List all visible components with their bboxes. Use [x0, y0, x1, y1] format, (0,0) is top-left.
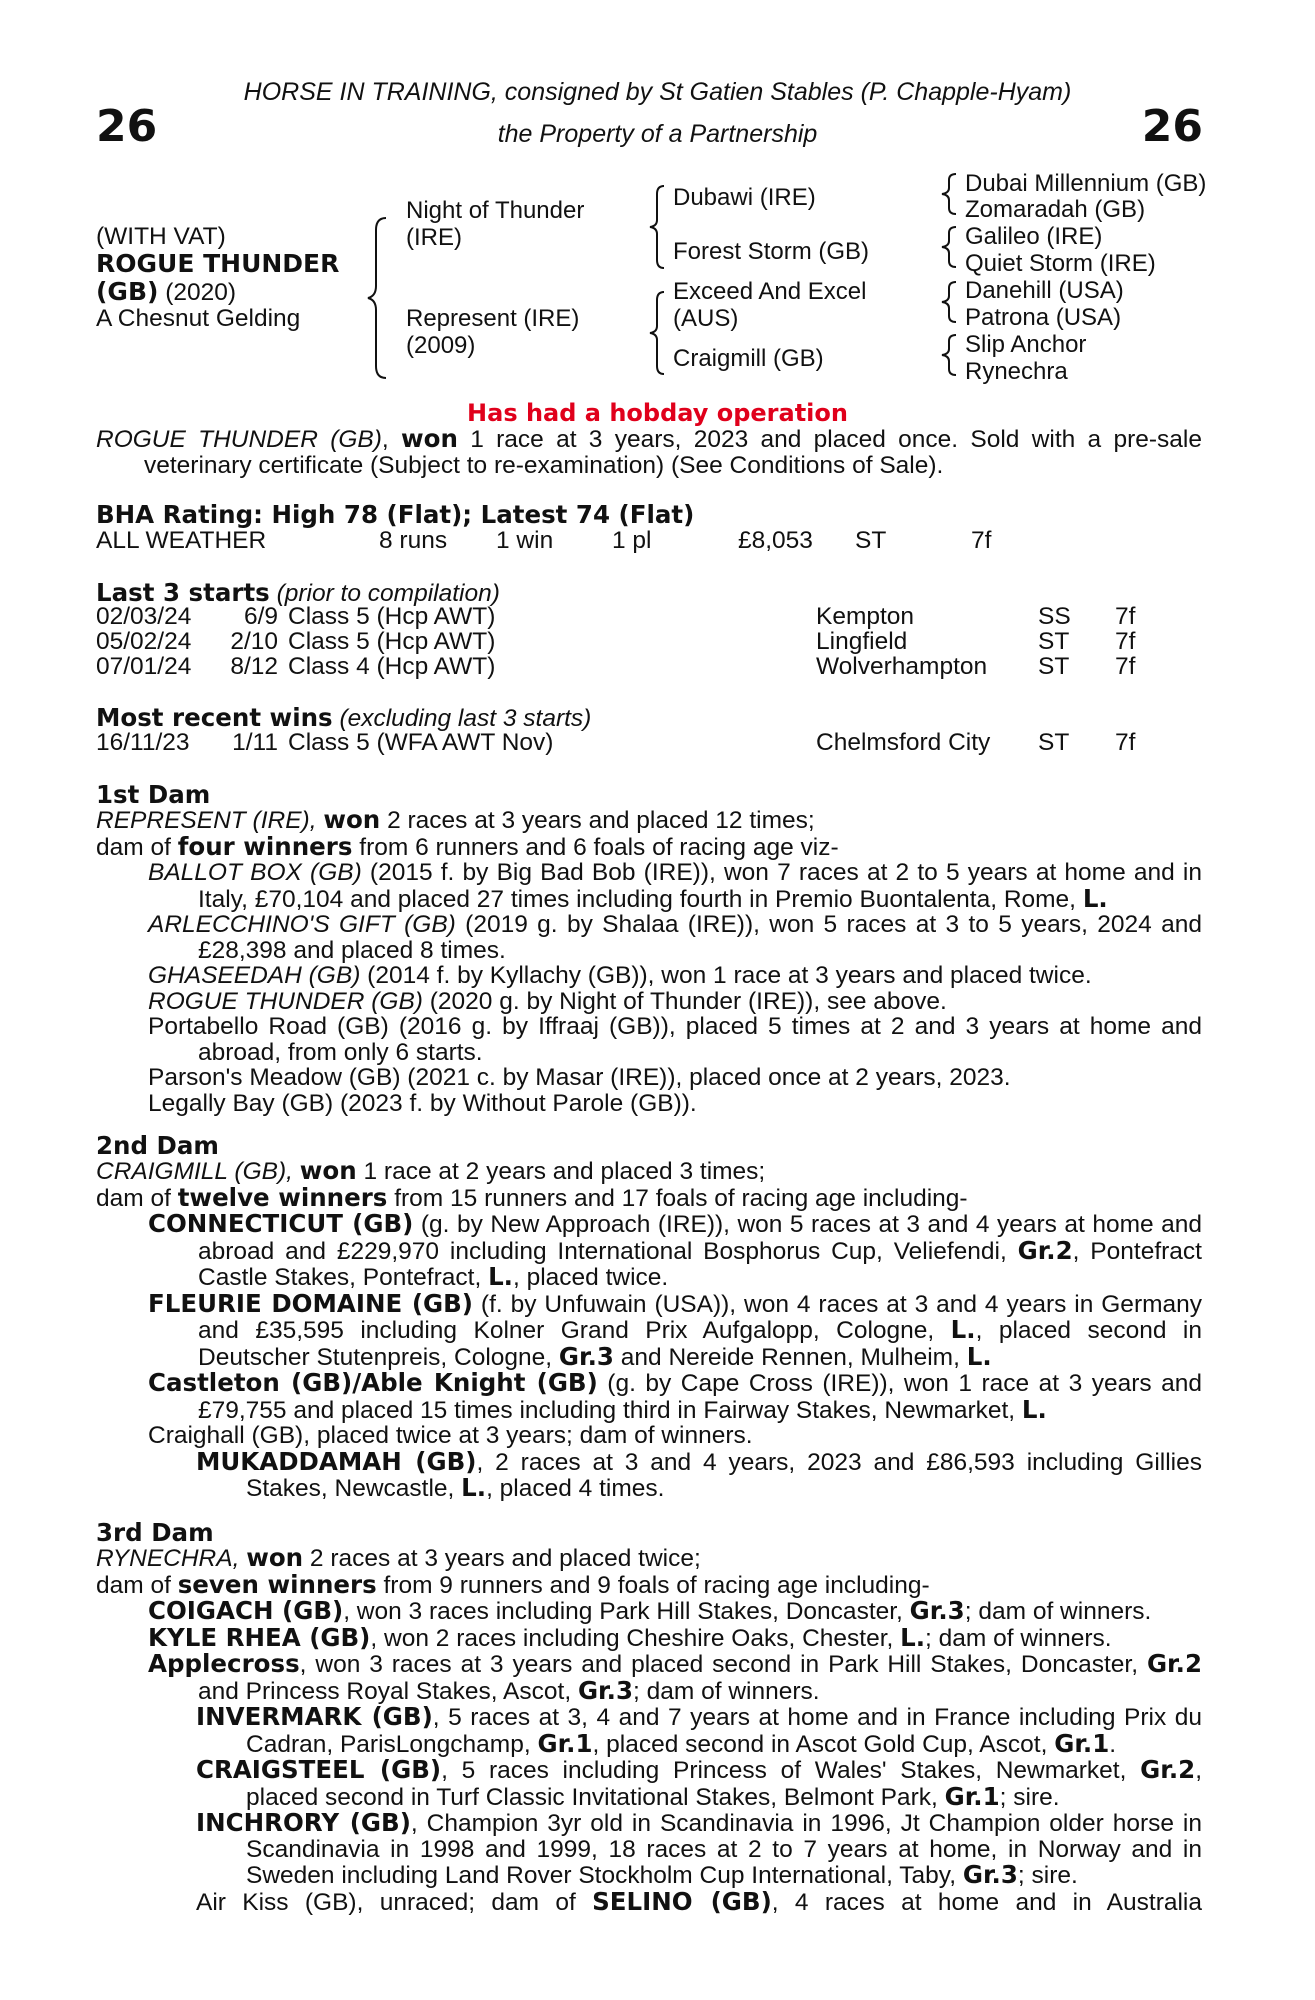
sire-sire: Dubawi (IRE) — [673, 184, 816, 211]
last3-going: SS — [1038, 603, 1071, 630]
sire-dam-dam: Quiet Storm (IRE) — [965, 250, 1156, 277]
dam2-block: CRAIGMILL (GB), won 1 race at 2 years and placed 3 times; dam of twelve winners from 15 runners and 17 foals of racing age including- CONNECTICUT (GB) (g. by New Approach (IRE)), won 5 races at 3 and 4 years at home and abroad and £229,970 including International Bosphorus Cup, Veliefendi, Gr.2, Pontefract Castle Stakes, Pontefract, L., placed twice. FLEURIE DOMAINE (GB) (f. by Unfuwain (USA)), won 4 races at 3 and 4 years in Germany and £35,595 including Kolner Grand Prix Aufgalopp, Cologne, L., placed second in Deutscher Stutenpreis, Cologne, Gr.3 and Nereide Rennen, Mulheim, L. Castleton (GB)/Able Knight (GB) (g. by Cape Cross (IRE)), won 1 race at 3 years and £79,755 and placed 15 times including third in Fairway Stakes, Newmarket, L. Craighall (GB), placed twice at 3 years; dam of winners. MUKADDAMAH (GB), 2 races at 3 and 4 years, 2023 and £86,593 including Gillies Stakes, Newcastle, L., placed 4 times. — [96, 1156, 1203, 1502]
dam2-progeny-1: CONNECTICUT (GB) (g. by New Approach (IRE)), won 5 races at 3 and 4 years at home and abroad and £229,970 including International Bosphorus Cup, Veliefendi, Gr.2, Pontefract Castle Stakes, Pontefract, L., placed twice. — [148, 1209, 1203, 1291]
dam3-progeny-1: COIGACH (GB), won 3 races including Park Hill Stakes, Doncaster, Gr.3; dam of winners. — [148, 1596, 1152, 1625]
dam-sire-country: (AUS) — [673, 305, 739, 332]
last3-date: 02/03/24 — [96, 603, 192, 630]
last3-dist: 7f — [1115, 653, 1136, 680]
dam3-block: RYNECHRA, won 2 races at 3 years and placed twice; dam of seven winners from 9 runners and 9 foals of racing age including- COIGACH (GB), won 3 races including Park Hill Stakes, Doncaster, Gr.3; dam of winners. KYLE RHEA (GB), won 2 races including Cheshire Oaks, Chester, L.; dam of winners. Applecross, won 3 races at 3 years and placed second in Park Hill Stakes, Doncaster, Gr.2 and Princess Royal Stakes, Ascot, Gr.3; dam of winners. INVERMARK (GB), 5 races at 3, 4 and 7 years at home and in France including Prix du Cadran, ParisLongchamp, Gr.1, placed second in Ascot Gold Cup, Ascot, Gr.1. CRAIGSTEEL (GB), 5 races including Princess of Wales' Stakes, Newmarket, Gr.2, placed second in Turf Classic Invitational Stakes, Belmont Park, Gr.1; sire. INCHRORY (GB), Champion 3yr old in Scandinavia in 1996, Jt Champion older horse in Scandinavia in 1998 and 1999, 18 races at 2 to 7 years at home, in Norway and in Sweden including Land Rover Stockholm Cup International, Taby, Gr.3; sire. Air Kiss (GB), unraced; dam of SELINO (GB), 4 races at home and in Australia — [96, 1543, 1202, 1916]
last3-class: Class 4 (Hcp AWT) — [288, 653, 496, 680]
dam-sire: Exceed And Excel — [673, 278, 867, 305]
dam3-progeny-2: KYLE RHEA (GB), won 2 races including Cheshire Oaks, Chester, L.; dam of winners. — [148, 1622, 1112, 1652]
pedigree-brace-sd — [940, 225, 960, 269]
last3-course: Lingfield — [816, 628, 908, 655]
sire-sire-dam: Zomaradah (GB) — [965, 196, 1146, 223]
rating-surface: ALL WEATHER — [96, 527, 267, 554]
rating-going: ST — [855, 527, 887, 554]
pedigree-brace-main — [366, 216, 390, 380]
lot-number-left: 26 — [96, 101, 158, 152]
property-subtitle: the Property of a Partnership — [497, 120, 818, 148]
horse-country-year: (GB) (2020) — [96, 277, 237, 306]
dam2-progeny-4: Craighall (GB), placed twice at 3 years; dam of winners. — [148, 1422, 753, 1449]
sire-country: (IRE) — [406, 224, 462, 251]
dam1-progeny-6: Parson's Meadow (GB) (2021 c. by Masar (IRE)), placed once at 2 years, 2023. — [148, 1064, 1011, 1091]
sire-sire-sire: Dubai Millennium (GB) — [965, 170, 1207, 197]
pedigree-brace-ds — [940, 280, 960, 324]
dam-dam-dam: Rynechra — [965, 358, 1068, 385]
pedigree-brace-ss — [940, 172, 960, 216]
dam-name: Represent (IRE) — [406, 305, 580, 332]
hobday-notice: Has had a hobday operation — [467, 399, 848, 427]
last3-pos: 8/12 — [230, 653, 278, 680]
last3-heading: Last 3 starts (prior to compilation) — [96, 578, 500, 607]
recent-win-dist: 7f — [1115, 729, 1136, 756]
recent-win-class: Class 5 (WFA AWT Nov) — [288, 729, 554, 756]
dam1-progeny-5: Portabello Road (GB) (2016 g. by Iffraaj (GB)), placed 5 times at 2 and 3 years at home and abroad, from only 6 starts. — [148, 1013, 1202, 1066]
lot-number-right: 26 — [1141, 101, 1203, 152]
dam3-heading: 3rd Dam — [96, 1518, 214, 1547]
dam3-progeny-5: CRAIGSTEEL (GB), 5 races including Princess of Wales' Stakes, Newmarket, Gr.2, placed second in Turf Classic Invitational Stakes, Belmont Park, Gr.1; sire. — [196, 1755, 1202, 1811]
recent-win-pos: 1/11 — [232, 729, 278, 756]
recent-win-course: Chelmsford City — [816, 729, 991, 756]
pedigree-brace-dam — [648, 290, 668, 376]
dam1-progeny-3: GHASEEDAH (GB) (2014 f. by Kyllachy (GB)), won 1 race at 3 years and placed twice. — [148, 962, 1092, 989]
dam-year: (2009) — [406, 332, 476, 359]
dam3-progeny-7: Air Kiss (GB), unraced; dam of SELINO (GB), 4 races at home and in Australia — [196, 1886, 1202, 1916]
last3-course: Wolverhampton — [816, 653, 988, 680]
consignment-title: HORSE IN TRAINING, consigned by St Gatien Stables (P. Chapple-Hyam) — [243, 78, 1072, 106]
dam1-progeny-7: Legally Bay (GB) (2023 f. by Without Parole (GB)). — [148, 1089, 697, 1117]
sire-dam-sire: Galileo (IRE) — [965, 223, 1103, 250]
dam2-progeny-3: Castleton (GB)/Able Knight (GB) (g. by Cape Cross (IRE)), won 1 race at 3 years and £79,755 and placed 15 times including third in Fairway Stakes, Newmarket, L. — [148, 1368, 1202, 1424]
dam1-block: REPRESENT (IRE), won 2 races at 3 years and placed 12 times; dam of four winners from 6 runners and 6 foals of racing age viz- BALLOT BOX (GB) (2015 f. by Big Bad Bob (IRE)), won 7 races at 2 to 5 years at home and in Italy, £70,104 and placed 27 times including fourth in Premio Buontalenta, Rome, L. ARLECCHINO'S GIFT (GB) (2019 g. by Shalaa (IRE)), won 5 races at 3 to 5 years, 2024 and £28,398 and placed 8 times. GHASEEDAH (GB) (2014 f. by Kyllachy (GB)), won 1 race at 3 years and placed twice. ROGUE THUNDER (GB) (2020 g. by Night of Thunder (IRE)), see above. Portabello Road (GB) (2016 g. by Iffraaj (GB)), placed 5 times at 2 and 3 years at home and abroad, from only 6 starts. Parson's Meadow (GB) (2021 c. by Masar (IRE)), placed once at 2 years, 2023. Legally Bay (GB) (2023 f. by Without Parole (GB)). — [96, 805, 1202, 1117]
dam-dam: Craigmill (GB) — [673, 345, 824, 372]
last3-class: Class 5 (Hcp AWT) — [288, 628, 496, 655]
last3-dist: 7f — [1115, 603, 1136, 630]
last3-dist: 7f — [1115, 628, 1136, 655]
recent-win-date: 16/11/23 — [96, 729, 190, 756]
rating-wins: 1 win — [496, 527, 554, 554]
rating-distance: 7f — [971, 527, 992, 554]
last3-pos: 6/9 — [243, 603, 278, 630]
bha-rating: BHA Rating: High 78 (Flat); Latest 74 (Flat) — [96, 500, 695, 529]
dam-dam-sire: Slip Anchor — [965, 331, 1087, 358]
last3-course: Kempton — [816, 603, 915, 630]
last3-going: ST — [1038, 628, 1070, 655]
recent-wins-heading: Most recent wins (excluding last 3 starts) — [96, 703, 592, 732]
dam1-progeny-4: ROGUE THUNDER (GB) (2020 g. by Night of Thunder (IRE)), see above. — [148, 987, 947, 1015]
last3-class: Class 5 (Hcp AWT) — [288, 603, 496, 630]
last3-pos: 2/10 — [230, 628, 278, 655]
horse-description: A Chesnut Gelding — [96, 305, 301, 332]
dam2-progeny-2: FLEURIE DOMAINE (GB) (f. by Unfuwain (USA)), won 4 races at 3 and 4 years in Germany and £35,595 including Kolner Grand Prix Aufgalopp, Cologne, L., placed second in Deutscher Stutenpreis, Cologne, Gr.3 and Nereide Rennen, Mulheim, L. — [148, 1288, 1203, 1371]
sire-name: Night of Thunder — [406, 197, 585, 224]
dam3-progeny-6: INCHRORY (GB), Champion 3yr old in Scandinavia in 1996, Jt Champion older horse in Scandinavia in 1998 and 1999, 18 races at 2 to 7 years at home, in Norway and in Sweden including Land Rover Stockholm Cup International, Taby, Gr.3; sire. — [196, 1808, 1202, 1889]
dam2-progeny-5: MUKADDAMAH (GB), 2 races at 3 and 4 years, 2023 and £86,593 including Gillies Stakes, Newcastle, L., placed 4 times. — [196, 1446, 1202, 1502]
last3-date: 05/02/24 — [96, 628, 192, 655]
dam1-progeny-1: BALLOT BOX (GB) (2015 f. by Big Bad Bob (IRE)), won 7 races at 2 to 5 years at home and in Italy, £70,104 and placed 27 times including fourth in Premio Buontalenta, Rome, L. — [148, 859, 1202, 913]
rating-prize: £8,053 — [738, 527, 813, 554]
dam3-progeny-4: INVERMARK (GB), 5 races at 3, 4 and 7 years at home and in France including Prix du Cadran, ParisLongchamp, Gr.1, placed second in Ascot Gold Cup, Ascot, Gr.1. — [196, 1702, 1202, 1758]
last3-date: 07/01/24 — [96, 653, 192, 680]
last3-going: ST — [1038, 653, 1070, 680]
dam-sire-dam: Patrona (USA) — [965, 304, 1122, 331]
pedigree-brace-sire — [648, 184, 668, 270]
pedigree-brace-dd — [940, 333, 960, 377]
dam1-heading: 1st Dam — [96, 780, 211, 809]
dam3-progeny-3: Applecross, won 3 races at 3 years and placed second in Park Hill Stakes, Doncaster, Gr.2 and Princess Royal Stakes, Ascot, Gr.3; dam of winners. — [148, 1649, 1202, 1705]
horse-name: ROGUE THUNDER — [96, 249, 340, 278]
sire-dam: Forest Storm (GB) — [673, 238, 870, 265]
dam2-heading: 2nd Dam — [96, 1131, 219, 1160]
dam1-progeny-2: ARLECCHINO'S GIFT (GB) (2019 g. by Shalaa (IRE)), won 5 races at 3 to 5 years, 2024 and £28,398 and placed 8 times. — [148, 911, 1202, 964]
dam-sire-sire: Danehill (USA) — [965, 277, 1124, 304]
summary-paragraph: ROGUE THUNDER (GB), won 1 race at 3 years, 2023 and placed once. Sold with a pre-sale veterinary certificate (Subject to re-examination) (See Conditions of Sale). — [96, 424, 1202, 479]
recent-win-going: ST — [1038, 729, 1070, 756]
vat-label: (WITH VAT) — [96, 223, 226, 250]
rating-runs: 8 runs — [379, 527, 448, 554]
rating-places: 1 pl — [612, 527, 652, 554]
